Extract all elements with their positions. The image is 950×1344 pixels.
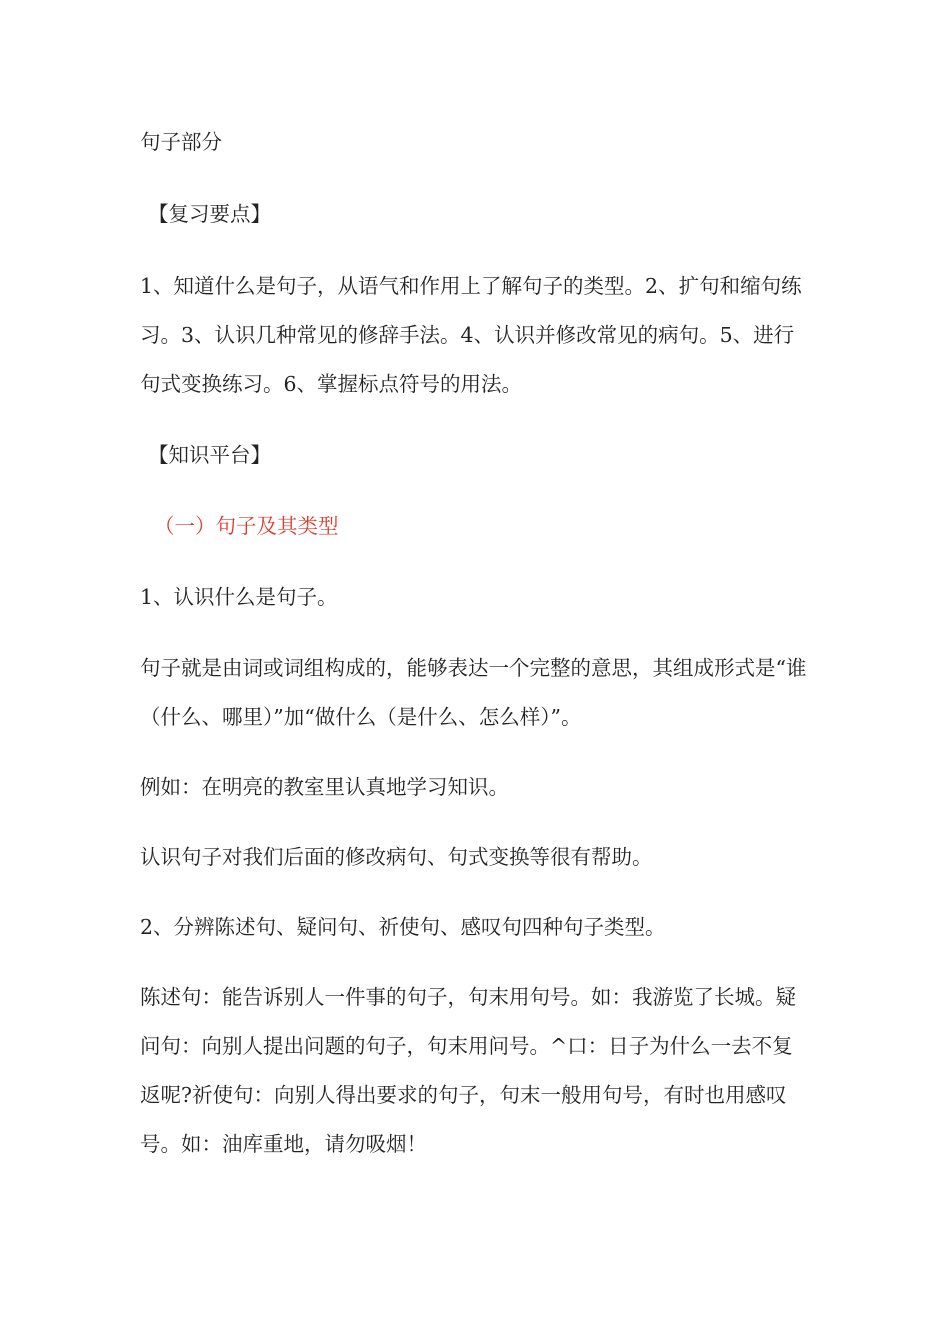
review-points: 1、知道什么是句子，从语气和作用上了解句子的类型。2、扩句和缩句练习。3、认识几种常见的修辞手法。4、认识并修改常见的病句。5、进行句式变换练习。6、掌握标点符号的用法。 (140, 274, 802, 396)
item1-example: 例如：在明亮的教室里认真地学习知识。 (140, 775, 509, 799)
document-body (140, 118, 812, 1169)
section-heading: （一）句子及其类型 (154, 514, 339, 538)
item2-body: 陈述句：能告诉别人一件事的句子，句末用句号。如：我游览了长城。疑问句：向别人提出问题的句子，句末用问号。^口：日子为什么一去不复返呢?祈使句：向别人得出要求的句子，句末一般用句号，有时也用感叹号。如：油库重地，请勿吸烟！ (140, 985, 796, 1156)
item1-definition: 句子就是由词或词组构成的，能够表达一个完整的意思，其组成形式是“谁（什么、哪里）”加“做什么（是什么、怎么样）”。 (140, 656, 807, 729)
knowledge-heading: 【知识平台】 (148, 443, 271, 467)
item1-title: 1、认识什么是句子。 (140, 585, 338, 609)
review-heading: 【复习要点】 (148, 202, 271, 226)
item2-title: 2、分辨陈述句、疑问句、祈使句、感叹句四种句子类型。 (140, 915, 666, 939)
item1-note: 认识句子对我们后面的修改病句、句式变换等很有帮助。 (140, 845, 653, 869)
document-title: 句子部分 (140, 130, 222, 154)
